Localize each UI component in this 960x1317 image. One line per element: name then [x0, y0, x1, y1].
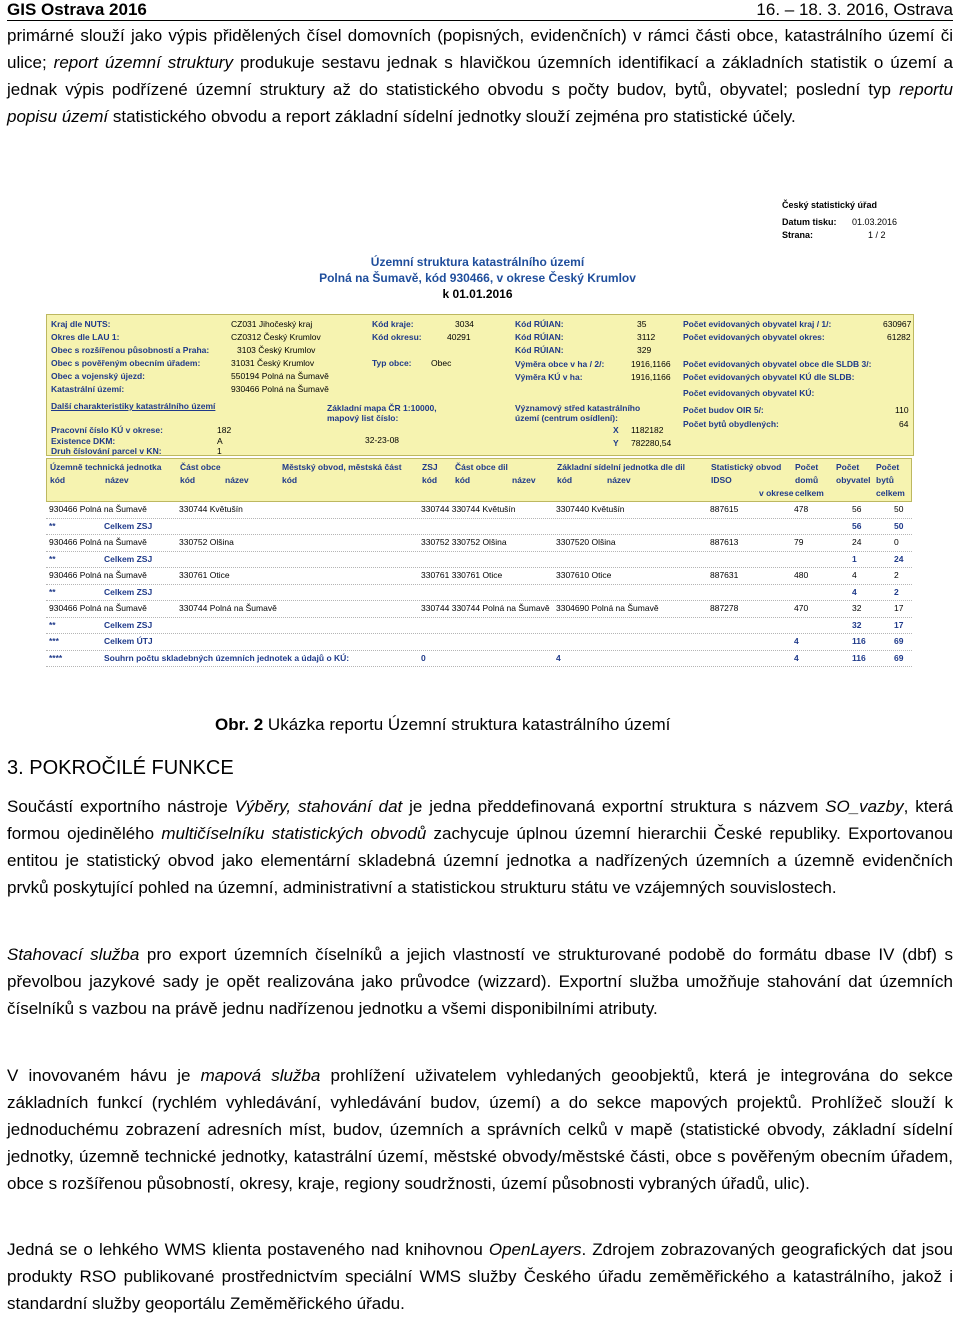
table-cell: 887278: [710, 603, 739, 613]
table-cell: 930466 Polná na Šumavě: [49, 537, 147, 547]
figure-caption: Obr. 2 Ukázka reportu Územní struktura katastrálního území: [215, 715, 671, 734]
table-cell: 79: [794, 537, 804, 547]
table-cell: 470: [794, 603, 809, 613]
table-cell: 24: [894, 553, 904, 564]
report-figure: [40, 196, 915, 682]
table-cell: Celkem ZSJ: [104, 619, 153, 630]
table-cell: Celkem ZSJ: [104, 586, 153, 597]
table-row: [46, 519, 912, 536]
table-cell: 4: [852, 586, 857, 597]
table-cell: 3307440 Květušín: [556, 504, 625, 514]
table-cell: 887631: [710, 570, 739, 580]
table-row: [46, 552, 912, 569]
table-cell: 4: [794, 636, 799, 646]
table-row: [46, 502, 912, 519]
table-cell: **: [49, 586, 56, 597]
report-header-box: Kraj dle NUTS: CZ031 Jihočeský kraj Okres dle LAU 1: CZ0312 Český Krumlov Obec s rozšířenou působností a Praha: 3103 Český Krumlov Obec s pověřeným obecním úřadem: 31031 Český Krumlov Obec a vojenský újezd: 550194 Polná na Šumavě Katastrální území: 930466 Polná na Šumavě Další charakteristiky katastrálního území Pracovní číslo KÚ v okrese: 182 Existence DKM: A Druh číslování parcel v KN: 1 Kód kraje: 3034 Kód okresu: 40291 Typ obce: Obec Základní mapa ČR 1:10000, mapový list číslo: 32-23-08 Kód RÚIAN: 35 Kód RÚIAN: 3112 Kód RÚIAN: 329 Výměra obce v ha / 2/: 1916,1166 Výměra KÚ v ha: 1916,1166 Významový střed katastrálního území (centrum osídlení): X 1182182 Y 782280,54 Počet evidovaných obyvatel kraj / 1/: 630967 Počet evidovaných obyvatel okres: 61282 Počet evidovaných obyvatel obce dle SLDB 3/: Počet evidovaných obyvatel KÚ dle SLDB: Počet evidovaných obyvatel KÚ: Počet budov OIR 5/: 110 Počet bytů obydlených: 64: [46, 314, 914, 456]
table-cell: 56: [852, 504, 862, 514]
table-cell: 116: [852, 652, 866, 663]
table-cell: 330744 330744 Květušín: [421, 504, 516, 514]
table-cell: **: [49, 553, 56, 564]
report-office: Český statistický úřad: [782, 200, 878, 210]
table-cell: 330752 330752 Olšina: [421, 537, 507, 547]
body-paragraph-2: Stahovací služba pro export územních číselníků a jejich vlastností ve strukturované podobě do formátu dbase IV (dbf) s převolbou jazykové sady je opět realizována jako průvodce (wizzard). Exportní služba umožňuje stahování dat územních číselníků s vazbou na právě jednu nadřízenou jednotku a všemi disponibilními atributy.: [7, 945, 953, 1018]
table-cell: 32: [852, 619, 862, 630]
header-rule: [7, 20, 953, 21]
table-cell: 56: [852, 520, 862, 531]
table-cell: 930466 Polná na Šumavě: [49, 603, 147, 613]
table-cell: 2: [894, 570, 899, 580]
table-cell: ***: [49, 636, 59, 646]
table-row: [46, 618, 912, 635]
table-cell: 330752 Olšina: [179, 537, 234, 547]
table-cell: Celkem ÚTJ: [104, 636, 153, 646]
table-cell: 24: [852, 537, 862, 547]
table-cell: 3304690 Polná na Šumavě: [556, 603, 659, 613]
section-heading: 3. POKROČILÉ FUNKCE: [7, 757, 234, 779]
report-meta: Datum tisku: 01.03.2016 Strana: 1 / 2: [782, 217, 898, 240]
table-cell: **: [49, 619, 56, 630]
table-cell: 69: [894, 652, 904, 663]
table-cell: 32: [852, 603, 862, 613]
header-right: 16. – 18. 3. 2016, Ostrava: [756, 0, 953, 19]
table-cell: **: [49, 520, 56, 531]
table-cell: Souhrn počtu skladebných územních jednotek a údajů o KÚ:: [104, 652, 350, 663]
table-row: [46, 601, 912, 618]
table-cell: 887615: [710, 504, 739, 514]
table-cell: 330744 Polná na Šumavě: [179, 603, 277, 613]
table-cell: 2: [894, 586, 899, 597]
table-cell: 887613: [710, 537, 739, 547]
table-cell: 69: [894, 636, 904, 646]
intro-paragraph: primárné slouží jako výpis přidělených čísel domovních (popisných, evidenčních) v rámci části obce, katastrálního území či ulice; report územní struktury produkuje sestavu jednak s hlavičkou územních identifikací a základních statistik o území a jednak výpis podřízené územní struktury až do statistického obvodu s počty budov, bytů, obyvatel; poslední typ reportu popisu území statistického obvodu a report základní sídelní jednotky slouží zejména pro statistické účely.: [7, 26, 954, 126]
table-row: [46, 651, 912, 668]
table-cell: 330761 Otice: [179, 570, 230, 580]
table-row: [46, 568, 912, 585]
report-table-body: [46, 502, 912, 667]
table-cell: 3307520 Olšina: [556, 537, 616, 547]
report-table: [46, 458, 912, 667]
header-left: GIS Ostrava 2016: [7, 0, 147, 19]
table-cell: 17: [894, 603, 904, 613]
table-row: [46, 535, 912, 552]
table-cell: 480: [794, 570, 809, 580]
table-cell: 930466 Polná na Šumavě: [49, 504, 147, 514]
body-paragraph-1: Součástí exportního nástroje Výběry, stahování dat je jedna předdefinovaná exportní struktura s názvem SO_vazby, která formou ojedinělého multičíselníku statistických obvodů zachycuje úplnou územní hierarchii České republiky. Exportovanou entitou je statistický obvod jako elementární skladebná územní jednotka a nadřízených územních a územně evidenčních prvků poskytující pohled na územní, administrativní a statistickou strukturu státu ve vzájemných souvislostech.: [7, 797, 954, 897]
table-cell: 1: [852, 553, 857, 564]
table-cell: 3307610 Otice: [556, 570, 612, 580]
table-cell: Celkem ZSJ: [104, 520, 153, 531]
table-cell: ****: [49, 652, 63, 663]
report-table-header: Územně technická jednotka Část obce Městský obvod, městská část ZSJ Část obce dil Základní sídelní jednotka dle dil Statistický obvod Počet Počet Počet kód název kód název kód kód kód název kód název IDSO domů obyvatel bytů v okrese celkem celkem: [46, 458, 912, 502]
table-cell: 17: [894, 619, 904, 630]
table-cell: 330744 330744 Polná na Šumavě: [421, 603, 550, 613]
table-cell: 50: [894, 520, 904, 531]
table-cell: 4: [794, 652, 799, 663]
table-cell: 0: [421, 652, 426, 663]
table-cell: 478: [794, 504, 809, 514]
table-cell: 0: [894, 537, 899, 547]
table-row: [46, 634, 912, 651]
table-cell: 330744 Květušín: [179, 504, 243, 514]
table-cell: 4: [556, 652, 561, 663]
table-cell: Celkem ZSJ: [104, 553, 153, 564]
body-paragraph-4: Jedná se o lehkého WMS klienta postaveného nad knihovnou OpenLayers. Zdrojem zobrazovaných geografických dat jsou produkty RSO publikované prostřednictvím speciální WMS služby Českého úřadu zeměměřického a katastrálního, jakož i standardní služby geoportálu Zeměměřického úřadu.: [7, 1240, 953, 1313]
table-cell: 330761 330761 Otice: [421, 570, 503, 580]
table-cell: 930466 Polná na Šumavě: [49, 570, 147, 580]
body-paragraph-3: V inovovaném hávu je mapová služba prohlížení uživatelem vyhledaných geoobjektů, která je integrována do sekce základních funkcí (rychlém vyhledávání, vyhledávání budov, území) a do sekce mapových projektů. Prohlížeč slouží k jednoduchému zobrazení adresních míst, budov, územních a správních celků v mapě (statistické obvody, základní sídelní jednotky, územně technické jednotky, katastrální území, městské obvody/městské části, obce s pověřeným obecním úřadem, obce s rozšířenou působností, okresy, kraje, regiony soudržnosti, území působnosti vybraných úřadů, ulic).: [7, 1066, 953, 1193]
page-header: [7, 0, 953, 20]
table-cell: 4: [852, 570, 857, 580]
report-title: Územní struktura katastrálního území Polná na Šumavě, kód 930466, v okrese Český Krumlov k 01.01.2016: [319, 255, 636, 301]
table-cell: 50: [894, 504, 904, 514]
table-row: [46, 585, 912, 602]
table-cell: 116: [852, 636, 866, 646]
